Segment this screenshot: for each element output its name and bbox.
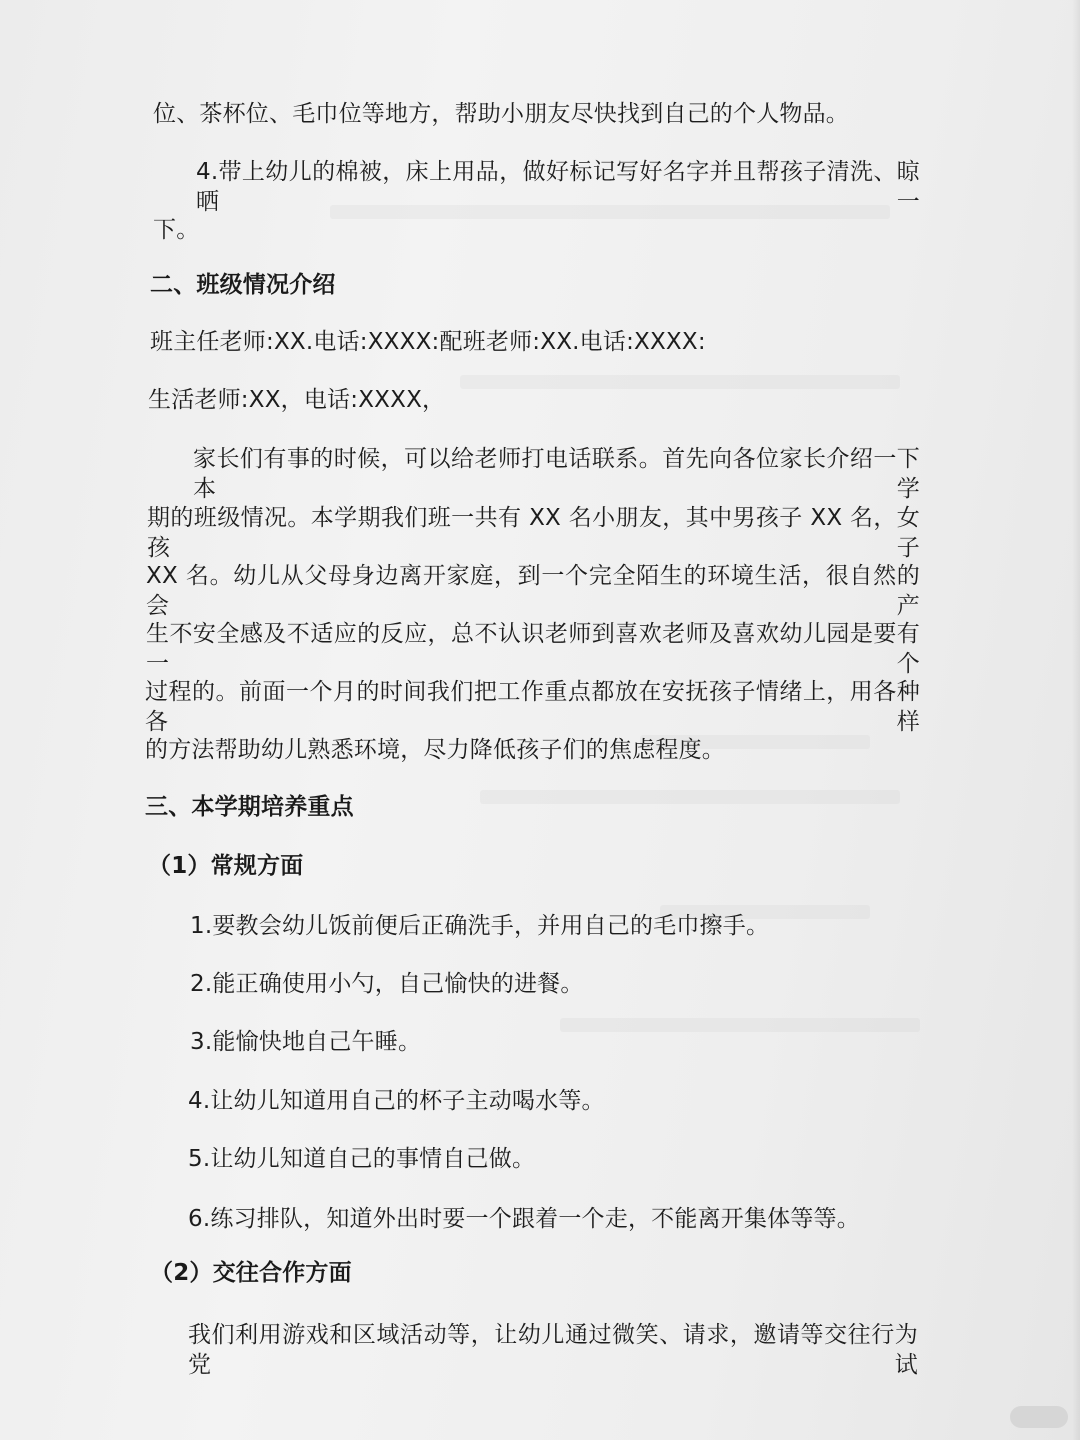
list-item: 3.能愉快地自己午睡。 bbox=[190, 1029, 422, 1055]
list-item: 2.能正确使用小勺，自己愉快的进餐。 bbox=[190, 971, 584, 997]
list-item: 4.让幼儿知道用自己的杯子主动喝水等。 bbox=[188, 1088, 605, 1114]
watermark-badge bbox=[1010, 1406, 1068, 1428]
section-heading: 二、班级情况介绍 bbox=[150, 272, 336, 298]
subsection-heading: （1）常规方面 bbox=[148, 853, 304, 879]
text-line: 期的班级情况。本学期我们班一共有 XX 名小朋友，其中男孩子 XX 名，女孩子 bbox=[147, 505, 920, 561]
text-line: 班主任老师:XX.电话:XXXX:配班老师:XX.电话:XXXX: bbox=[150, 329, 706, 355]
text-line: XX 名。幼儿从父母身边离开家庭，到一个完全陌生的环境生活，很自然的会产 bbox=[146, 563, 920, 619]
subsection-heading: （2）交往合作方面 bbox=[150, 1260, 352, 1286]
section-heading: 三、本学期培养重点 bbox=[145, 794, 354, 820]
text-line: 下。 bbox=[153, 217, 200, 243]
text-line: 生活老师:XX，电话:XXXX， bbox=[148, 387, 446, 413]
text-line: 位、茶杯位、毛巾位等地方，帮助小朋友尽快找到自己的个人物品。 bbox=[153, 101, 849, 127]
list-item: 1.要教会幼儿饭前便后正确洗手，并用自己的毛巾擦手。 bbox=[190, 913, 770, 939]
text-line: 的方法帮助幼儿熟悉环境，尽力降低孩子们的焦虑程度。 bbox=[145, 737, 725, 763]
text-line: 我们利用游戏和区域活动等，让幼儿通过微笑、请求，邀请等交往行为党试 bbox=[188, 1322, 918, 1378]
text-line: 过程的。前面一个月的时间我们把工作重点都放在安抚孩子情绪上，用各种各样 bbox=[145, 679, 920, 735]
text-line: 生不安全感及不适应的反应，总不认识老师到喜欢老师及喜欢幼儿园是要有一个 bbox=[146, 621, 920, 677]
text-line: 4.带上幼儿的棉被，床上用品，做好标记写好名字并且帮孩子清洗、晾晒一 bbox=[196, 159, 920, 215]
list-item: 6.练习排队，知道外出时要一个跟着一个走，不能离开集体等等。 bbox=[188, 1206, 860, 1232]
list-item: 5.让幼儿知道自己的事情自己做。 bbox=[188, 1146, 536, 1172]
text-line: 家长们有事的时候，可以给老师打电话联系。首先向各位家长介绍一下本学 bbox=[193, 446, 920, 502]
